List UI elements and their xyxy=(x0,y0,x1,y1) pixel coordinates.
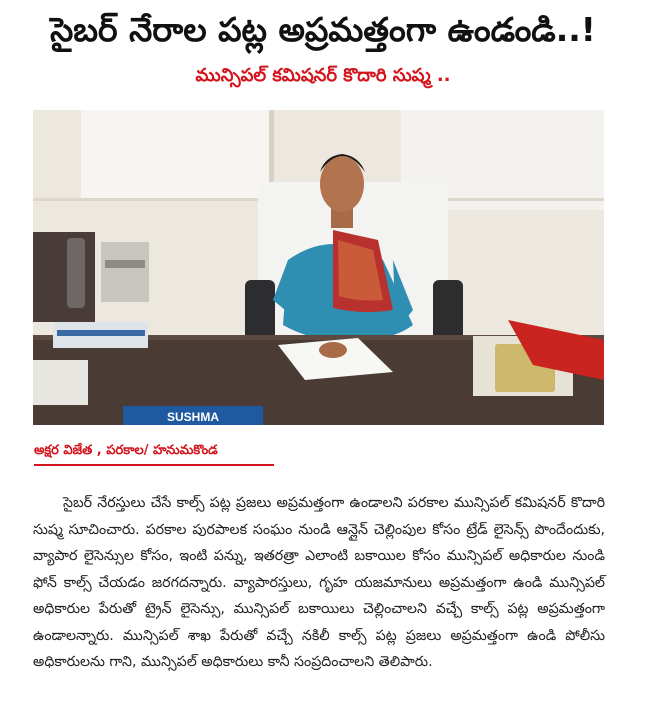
headline: సైబర్ నేరాల పట్ల అప్రమత్తంగా ఉండండి..! xyxy=(50,10,596,49)
article-photo xyxy=(33,110,604,425)
byline: అక్షర విజేత , పరకాల/ హనుమకొండ xyxy=(34,443,218,458)
nameplate-text: SUSHMA xyxy=(166,410,220,424)
subheadline: మున్సిపల్ కమిషనర్ కొదారి సుష్మ .. xyxy=(195,65,451,86)
byline-underline xyxy=(34,464,274,466)
article-body: సైబర్ నేరస్తులు చేసే కాల్స్ పట్ల ప్రజలు అప్రమత్తంగా ఉండాలని పరకాల మున్సిపల్ కమిషనర్ కొదారి సుష్మ సూచించారు. పరకాల పురపాలక సంఘం నుండి ఆన్లైన్ చెల్లింపుల కోసం ట్రేడ్ లైసెన్స్ పొందేందుకు, వ్యాపార లైసెన్సుల కోసం, ఇంటి పన్ను, ఇతరత్రా ఎలాంటి బకాయిల కోసం మున్సిపల్ అధికారుల నుండి ఫోన్ కాల్స్ చేయడం జరగదన్నారు. వ్యాపారస్తులు, గృహ యజమానులు అప్రమత్తంగా ఉండి మున్సిపల్ అధికారుల పేరుతో ట్రైన్ లైసెన్సు, మున్సిపల్ బకాయిలు చెల్లించాలని వచ్చే కాల్స్ పట్ల అప్రమత్తంగా ఉండాలన్నారు. మున్సిపల్ శాఖ పేరుతో వచ్చే నకిలీ కాల్స్ పట్ల ప్రజలు అప్రమత్తంగా ఉండి పోలీసు అధికారులను గాని, మున్సిపల్ అధికారులు కానీ సంప్రదించాలని తెలిపారు. xyxy=(33,495,605,670)
